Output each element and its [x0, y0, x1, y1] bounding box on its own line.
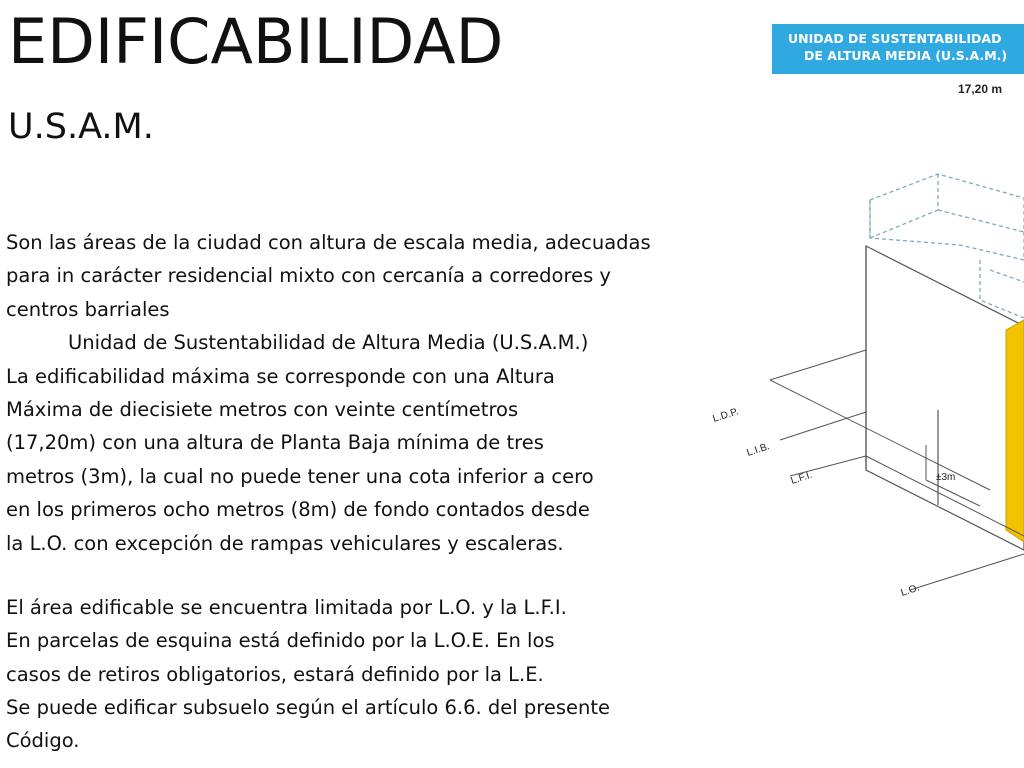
ground-height-label: ±3m — [936, 472, 956, 483]
building-diagram — [690, 150, 1024, 620]
max-height-label: 17,20 m — [958, 82, 1003, 96]
detail-line: (17,20m) con una altura de Planta Baja mínima de tres — [6, 431, 544, 455]
detail-line: metros (3m), la cual no puede tener una cota inferior a cero — [6, 464, 594, 488]
detail-line: en los primeros ocho metros (8m) de fondo contados desde — [6, 498, 590, 522]
section-heading: Unidad de Sustentabilidad de Altura Media (U.S.A.M.) — [68, 331, 589, 355]
intro-line: centros barriales — [6, 297, 170, 321]
limits-line: casos de retiros obligatorios, estará definido por la L.E. — [6, 662, 544, 686]
detail-line: La edificabilidad máxima se corresponde con una Altura — [6, 364, 555, 388]
intro-line: Son las áreas de la ciudad con altura de escala media, adecuadas — [6, 231, 651, 254]
badge-line: UNIDAD DE SUSTENTABILIDAD — [788, 31, 1002, 46]
limits-line: Código. — [6, 729, 80, 753]
body-text — [6, 226, 806, 758]
detail-line: la L.O. con excepción de rampas vehiculares y escaleras. — [6, 531, 564, 555]
usam-badge — [772, 24, 1024, 74]
lfi-label: L.F.I. — [789, 469, 814, 487]
limits-line: Se puede edificar subsuelo según el artículo 6.6. del presente — [6, 696, 611, 720]
limits-line: El área edificable se encuentra limitada por L.O. y la L.F.I. — [6, 595, 567, 619]
lib-label: L.I.B. — [745, 441, 772, 459]
page-subtitle: U.S.A.M. — [8, 107, 154, 147]
ldp-label: L.D.P. — [711, 406, 741, 425]
intro-line: para in carácter residencial mixto con cercanía a corredores y — [6, 264, 611, 288]
facade-yellow — [1006, 320, 1024, 542]
limits-line: En parcelas de esquina está definido por la L.O.E. En los — [6, 629, 555, 653]
lo-label: L.O. — [899, 582, 921, 599]
paragraph-gap — [6, 560, 806, 591]
page-title: EDIFICABILIDAD — [8, 5, 504, 78]
building-volume — [866, 246, 1024, 550]
badge-line: DE ALTURA MEDIA (U.S.A.M.) — [804, 48, 1008, 63]
detail-line: Máxima de diecisiete metros con veinte centímetros — [6, 397, 519, 421]
